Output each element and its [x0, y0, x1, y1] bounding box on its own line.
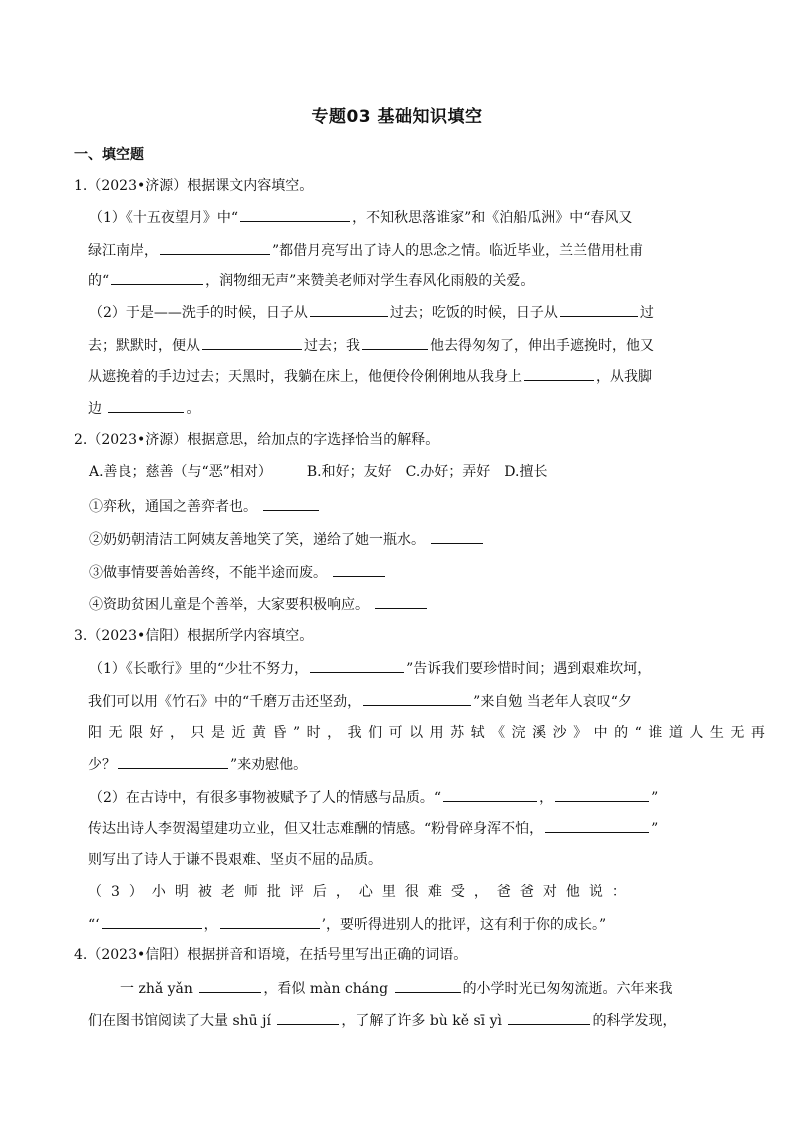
answer-blank[interactable]	[118, 754, 228, 769]
q1-text: 去；默默时，便从	[88, 338, 200, 354]
answer-blank[interactable]	[199, 978, 261, 993]
question-4-heading: 4.（2023•信阳）根据拼音和语境，在括号里写出正确的词语。	[74, 947, 468, 963]
answer-blank[interactable]	[310, 658, 404, 673]
q3-text: 少？	[88, 757, 116, 773]
question-3-heading: 3.（2023•信阳）根据所学内容填空。	[74, 628, 314, 644]
answer-blank[interactable]	[555, 787, 649, 802]
q2-text: ②奶奶朝清洁工阿姨友善地笑了笑，递给了她一瓶水。	[89, 532, 425, 548]
q1-text: 过	[639, 305, 654, 321]
answer-blank[interactable]	[102, 914, 202, 929]
q2-sentence-3	[89, 562, 387, 583]
q3-text: ”	[651, 821, 659, 837]
q2-options: A.善良；慈善（与“恶”相对） B.和好；友好 C.办好；弄好 D.擅长	[89, 464, 548, 480]
q3-part2-line2	[88, 818, 658, 839]
q2-text: ④资助贫困儿童是个善举，大家要积极响应。	[89, 597, 369, 613]
question-2-heading: 2.（2023•济源）根据意思，给加点的字选择恰当的解释。	[74, 432, 440, 448]
q2-sentence-2	[89, 529, 485, 550]
q3-text: ”告诉我们要珍惜时间；遇到艰难坎坷，	[406, 661, 652, 677]
answer-blank[interactable]	[443, 787, 537, 802]
q2-sentence-4	[89, 594, 429, 615]
q1-part2-line2	[88, 335, 654, 356]
q4-line1	[120, 978, 673, 999]
page-title: 专题03 基础知识填空	[311, 107, 483, 127]
q1-text: 绿江南岸，	[88, 243, 158, 259]
answer-blank[interactable]	[160, 240, 270, 255]
q3-part1-line3: 阳无限好，只是近黄昏”时，我们可以用苏轼《浣溪沙》中的“谁道人生无再	[88, 725, 772, 741]
section-heading: 一、填空题	[74, 147, 144, 163]
q4-text: ，看似 màn cháng	[263, 981, 389, 997]
q1-text: 过去；吃饭的时候，日子从	[389, 305, 558, 321]
answer-blank[interactable]	[263, 496, 319, 511]
q4-text: ，了解了许多 bù kě sī yì	[341, 1013, 502, 1029]
answer-blank[interactable]	[220, 914, 320, 929]
answer-blank[interactable]	[508, 1010, 590, 1025]
q4-text: 一 zhǎ yǎn	[120, 981, 193, 997]
q4-text: 的科学发现，	[592, 1013, 677, 1029]
q3-text: ”来自勉 当老年人哀叹“夕	[473, 694, 632, 710]
q1-part2-line4	[88, 398, 200, 419]
answer-blank[interactable]	[395, 978, 461, 993]
q1-text: ，从我脚	[596, 369, 652, 385]
q1-part2-line1	[89, 302, 654, 323]
q3-part1-line1	[89, 658, 651, 679]
q1-text: 从遮挽着的手边过去；天黑时，我躺在床上，他便伶伶俐俐地从我身上	[88, 369, 522, 385]
answer-blank[interactable]	[108, 398, 184, 413]
answer-blank[interactable]	[310, 302, 388, 317]
q2-sentence-1	[89, 496, 321, 517]
q1-part1-line2	[88, 240, 643, 261]
answer-blank[interactable]	[524, 366, 594, 381]
q1-text: ，润物细无声”来赞美老师对学生春风化雨般的关爱。	[205, 273, 535, 289]
q3-text: ”	[651, 790, 659, 806]
answer-blank[interactable]	[333, 562, 385, 577]
q3-part2-line1	[89, 787, 658, 808]
q3-text: “‘	[88, 917, 100, 933]
answer-blank[interactable]	[362, 335, 428, 350]
q1-text: （1）《十五夜望月》中“	[89, 210, 239, 226]
q3-part1-line2	[88, 691, 632, 712]
q1-text: ，不知秋思落谁家”和《泊船瓜洲》中“春风又	[352, 210, 633, 226]
q3-text: ’，要听得进别人的批评，这有利于你的成长。”	[321, 917, 607, 933]
q3-text: ，	[539, 790, 554, 806]
q3-part2-line3: 则写出了诗人于谦不畏艰难、坚贞不屈的品质。	[88, 852, 382, 868]
q4-text: 的小学时光已匆匆流逝。六年来我	[462, 981, 673, 997]
q3-text: ，	[203, 917, 218, 933]
q2-text: ③做事情要善始善终，不能半途而废。	[89, 565, 327, 581]
q3-part3-line2	[88, 914, 606, 935]
question-1-heading: 1.（2023•济源）根据课文内容填空。	[74, 178, 314, 194]
answer-blank[interactable]	[431, 529, 483, 544]
q1-text: 。	[186, 401, 201, 417]
q1-part1-line3	[88, 270, 534, 291]
answer-blank[interactable]	[277, 1010, 339, 1025]
q1-text: 过去；我	[304, 338, 360, 354]
q1-part2-line3	[88, 366, 652, 387]
q1-text: （2）于是——洗手的时候，日子从	[89, 305, 308, 321]
answer-blank[interactable]	[240, 207, 350, 222]
q1-text: ”都借月亮写出了诗人的思念之情。临近毕业，兰兰借用杜甫	[272, 243, 644, 259]
q3-text: （1）《长歌行》里的“少壮不努力，	[89, 661, 309, 677]
q3-text: ”来劝慰他。	[230, 757, 308, 773]
q1-part1-line1	[89, 207, 632, 228]
answer-blank[interactable]	[363, 691, 471, 706]
answer-blank[interactable]	[560, 302, 638, 317]
answer-blank[interactable]	[202, 335, 302, 350]
q3-text: 传达出诗人李贺渴望建功立业，但又壮志难酬的情感。“粉骨碎身浑不怕，	[88, 821, 544, 837]
answer-blank[interactable]	[375, 594, 427, 609]
answer-blank[interactable]	[545, 818, 649, 833]
q4-line2	[88, 1010, 676, 1031]
answer-blank[interactable]	[111, 270, 203, 285]
q3-text: （2）在古诗中，有很多事物被赋予了人的情感与品质。“	[89, 790, 442, 806]
q3-part1-line4	[88, 754, 307, 775]
q1-text: 边	[88, 401, 102, 417]
q2-text: ①弈秋，通国之善弈者也。	[89, 499, 257, 515]
q1-text: 的“	[88, 273, 110, 289]
q4-text: 们在图书馆阅读了大量 shū jí	[88, 1013, 271, 1029]
q3-part3-line1: （3）小明被老师批评后，心里很难受，爸爸对他说：	[88, 884, 635, 900]
q3-text: 我们可以用《竹石》中的“千磨万击还坚劲，	[88, 694, 362, 710]
q1-text: 他去得匆匆了，伸出手遮挽时，他又	[430, 338, 654, 354]
